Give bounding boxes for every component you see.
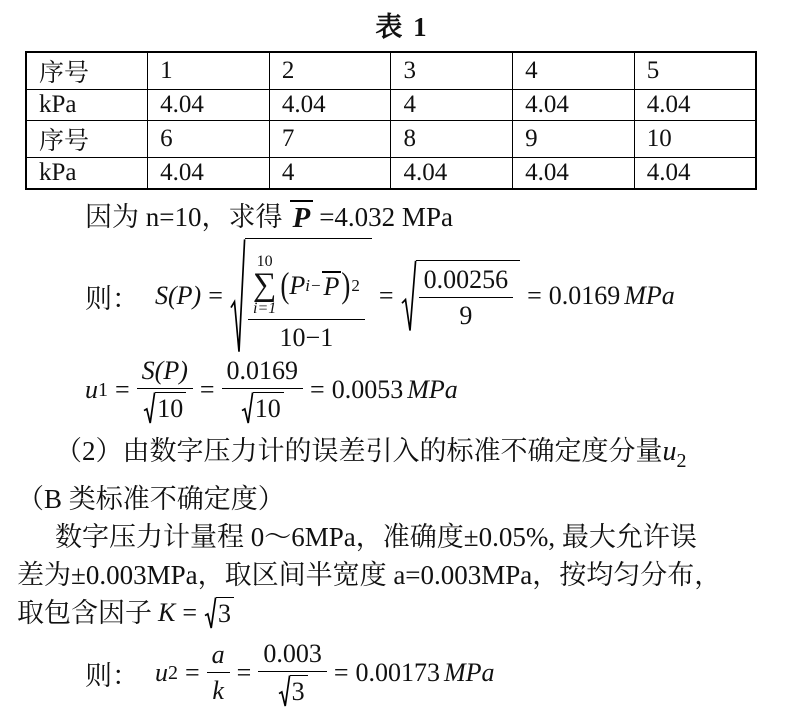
table-cell: 4 (269, 158, 391, 190)
table-row (26, 52, 756, 90)
then-label: 则： (85, 660, 139, 691)
u2-result-value: 0.00173 (355, 658, 441, 688)
fraction (222, 356, 304, 424)
u2-formula (155, 639, 495, 707)
squared-exponent: 2 (351, 275, 360, 295)
u1-result-value: 0.0053 (331, 375, 404, 405)
fraction-denominator: 10−1 (279, 323, 334, 353)
sum-lower-limit: i=1 (253, 300, 277, 318)
table-cell: 4.04 (148, 158, 270, 190)
u2-formula-row (0, 639, 804, 707)
summation-symbol (253, 254, 277, 317)
table-cell: 4.04 (391, 158, 513, 190)
equals-sign: = (310, 375, 325, 405)
u2-subscript: 2 (676, 450, 687, 473)
table-cell: 9 (513, 121, 635, 158)
table-cell: 4.04 (269, 90, 391, 121)
sp-unit: MPa (624, 281, 675, 311)
type-b-note: （B 类标准不确定度） (17, 484, 285, 515)
square-root (143, 392, 186, 424)
radical-sign (278, 675, 290, 707)
sp-lhs: S(P) (155, 281, 202, 311)
p-bar-symbol: P (290, 200, 313, 233)
table-cell: 6 (148, 121, 270, 158)
u2-variable: u (155, 658, 168, 688)
fraction-denominator (236, 389, 289, 424)
paragraph-line: 差为±0.003MPa，取区间半宽度 a=0.003MPa，按均匀分布， (17, 560, 722, 591)
square-root (278, 675, 308, 707)
section2-text: （2）由数字压力计的误差引入的标准不确定度分量 (55, 436, 663, 467)
table-cell: 4.04 (148, 90, 270, 121)
paragraph-line: 数字压力计量程 0～6MPa，准确度±0.05%, 最大允许误 (55, 522, 697, 553)
fraction-denominator: 9 (459, 301, 473, 331)
table-cell: 序号 (26, 52, 148, 90)
mean-line-value: =4.032 MPa (319, 202, 453, 232)
coverage-factor-text: 取包含因子 (17, 598, 152, 629)
equals-sign: = (527, 281, 542, 311)
table-cell: 序号 (26, 121, 148, 158)
u1-formula (85, 356, 458, 424)
fraction-numerator (248, 254, 365, 319)
table-cell: 4.04 (634, 90, 756, 121)
radicand: 3 (290, 675, 308, 707)
fraction (207, 640, 230, 706)
radicand: 10 (253, 392, 284, 424)
equals-sign: = (378, 281, 394, 311)
square-root (401, 260, 521, 332)
radical-sign (401, 260, 416, 332)
u1-variable: u (85, 375, 98, 405)
table-cell: 3 (391, 52, 513, 90)
fraction-denominator: k (212, 676, 224, 706)
table-cell: kPa (26, 158, 148, 190)
measurement-table (25, 51, 757, 190)
table-cell: 4 (513, 52, 635, 90)
k-formula (158, 597, 234, 629)
u1-formula-row (0, 356, 804, 424)
fraction-numerator: 0.0169 (226, 356, 299, 386)
table-cell: kPa (26, 90, 148, 121)
fraction (137, 356, 193, 424)
table-cell: 2 (269, 52, 391, 90)
radicand (245, 238, 372, 354)
p-bar-variable: P (323, 271, 340, 301)
fraction-numerator: 0.00256 (423, 265, 509, 295)
table-cell: 1 (148, 52, 270, 90)
table-title: 表 1 (375, 12, 429, 42)
equals-sign: = (236, 658, 252, 688)
table-row (26, 121, 756, 158)
sp-formula (155, 238, 675, 354)
u1-unit: MPa (407, 375, 458, 405)
table-cell: 5 (634, 52, 756, 90)
table-cell: 4.04 (513, 90, 635, 121)
equals-sign: = (199, 375, 215, 405)
u2-unit: MPa (444, 658, 495, 688)
fraction-numerator: S(P) (141, 356, 188, 386)
coverage-factor-line (0, 594, 804, 632)
table-row (26, 90, 756, 121)
u2-variable: u (662, 436, 677, 468)
square-root (204, 597, 234, 629)
mean-result-line (0, 198, 804, 236)
then-label: 则： (85, 283, 139, 314)
equals-sign: = (185, 658, 200, 688)
fraction (419, 265, 514, 331)
sp-result-value: 0.0169 (548, 281, 621, 311)
table-cell: 4.04 (634, 158, 756, 190)
square-root (241, 392, 284, 424)
square-root (230, 238, 372, 354)
table-cell: 4 (391, 90, 513, 121)
left-paren: ( (280, 264, 290, 306)
radicand (416, 260, 521, 332)
fraction-denominator (138, 389, 191, 424)
table-row (26, 158, 756, 190)
k-variable: K (158, 598, 176, 628)
fraction-denominator (273, 672, 313, 707)
p-i-variable: P (289, 270, 306, 300)
radicand: 10 (155, 392, 186, 424)
mean-line-prefix: 因为 n=10，求得 (85, 202, 283, 232)
right-paren: ) (341, 264, 351, 306)
fraction-numerator: 0.003 (263, 639, 322, 669)
fraction (248, 254, 365, 353)
equals-sign: = (333, 658, 349, 688)
equals-sign: = (208, 281, 223, 311)
u2-subscript: 2 (168, 661, 178, 684)
table-cell: 7 (269, 121, 391, 158)
equals-sign: = (115, 375, 130, 405)
sum-upper-limit: 10 (256, 253, 273, 270)
u1-subscript: 1 (98, 378, 108, 401)
i-subscript: i− (305, 275, 322, 295)
fraction-numerator: a (211, 640, 225, 670)
radical-sign (230, 238, 245, 354)
table-cell: 8 (391, 121, 513, 158)
radicand: 3 (216, 597, 234, 629)
fraction (258, 639, 327, 707)
sp-formula-row (0, 238, 804, 354)
equals-sign: = (182, 598, 198, 628)
radical-sign (204, 597, 216, 629)
radical-sign (241, 392, 253, 424)
table-cell: 10 (634, 121, 756, 158)
table-cell: 4.04 (513, 158, 635, 190)
sigma-glyph: ∑ (252, 267, 277, 303)
section2-heading (0, 432, 804, 480)
radical-sign (143, 392, 155, 424)
